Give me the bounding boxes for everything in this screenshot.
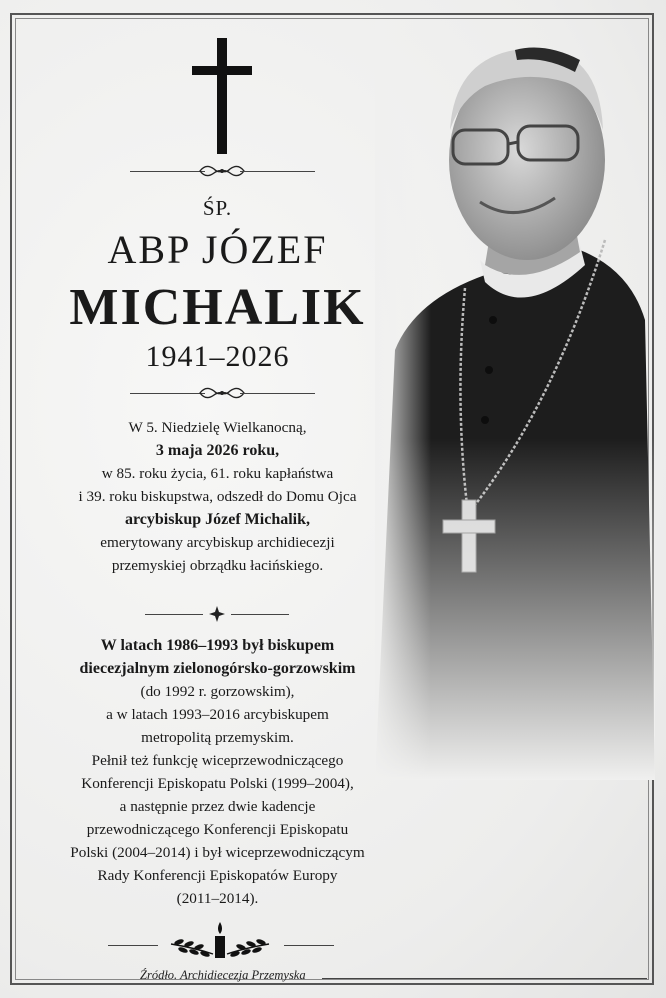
biography-line: (do 1992 r. gorzowskim), — [140, 683, 295, 700]
life-years: 1941–2026 — [145, 340, 290, 373]
announcement-line: W 5. Niedzielę Wielkanocną, — [128, 419, 307, 436]
divider-line — [322, 978, 647, 979]
biography-line: diecezjalnym zielonogórsko-gorzowskim — [79, 660, 356, 677]
biography-line: metropolitą przemyskim. — [141, 729, 294, 746]
announcement-date: 3 maja 2026 roku, — [155, 442, 280, 459]
announcement-line: i 39. roku biskupstwa, odszedł do Domu Ojca — [78, 488, 357, 505]
biography-line: Polski (2004–2014) i był wiceprzewodniczącym — [70, 844, 365, 861]
biography-line: Rady Konferencji Episkopatów Europy — [97, 867, 338, 884]
title-first-name: ABP JÓZEF — [107, 227, 328, 272]
divider-line — [231, 614, 289, 615]
biography-line: przewodniczącego Konferencji Episkopatu — [86, 821, 349, 838]
candle-with-laurel-icon — [165, 918, 275, 962]
announcement-name: arcybiskup Józef Michalik, — [124, 511, 311, 528]
biography-line: W latach 1986–1993 był biskupem — [100, 637, 335, 654]
divider-line — [108, 945, 158, 946]
portrait-photo — [375, 20, 655, 780]
fleuron-icon — [207, 604, 227, 624]
announcement-line: przemyskiej obrządku łacińskiego. — [111, 557, 324, 574]
biography-line: a w latach 1993–2016 arcybiskupem — [106, 706, 329, 723]
announcement-text — [40, 416, 395, 577]
divider-line — [240, 171, 315, 172]
divider-line — [240, 393, 315, 394]
biography-line: (2011–2014). — [176, 890, 259, 907]
divider-line — [145, 614, 203, 615]
announcement-line: emerytowany arcybiskup archidiecezji — [100, 534, 335, 551]
title-surname: MICHALIK — [69, 279, 366, 336]
source-credit: Źródło. Archidiecezja Przemyska — [140, 968, 306, 982]
latin-cross-icon — [190, 38, 254, 154]
divider-line — [284, 945, 334, 946]
prefix-sp: ŚP. — [202, 196, 233, 220]
biography-text — [40, 634, 395, 910]
biography-line: a następnie przez dwie kadencje — [119, 798, 316, 815]
biography-line: Konferencji Episkopatu Polski (1999–2004), — [81, 775, 354, 792]
announcement-line: w 85. roku życia, 61. roku kapłaństwa — [101, 465, 334, 482]
biography-line: Pełnił też funkcję wiceprzewodniczącego — [91, 752, 344, 769]
